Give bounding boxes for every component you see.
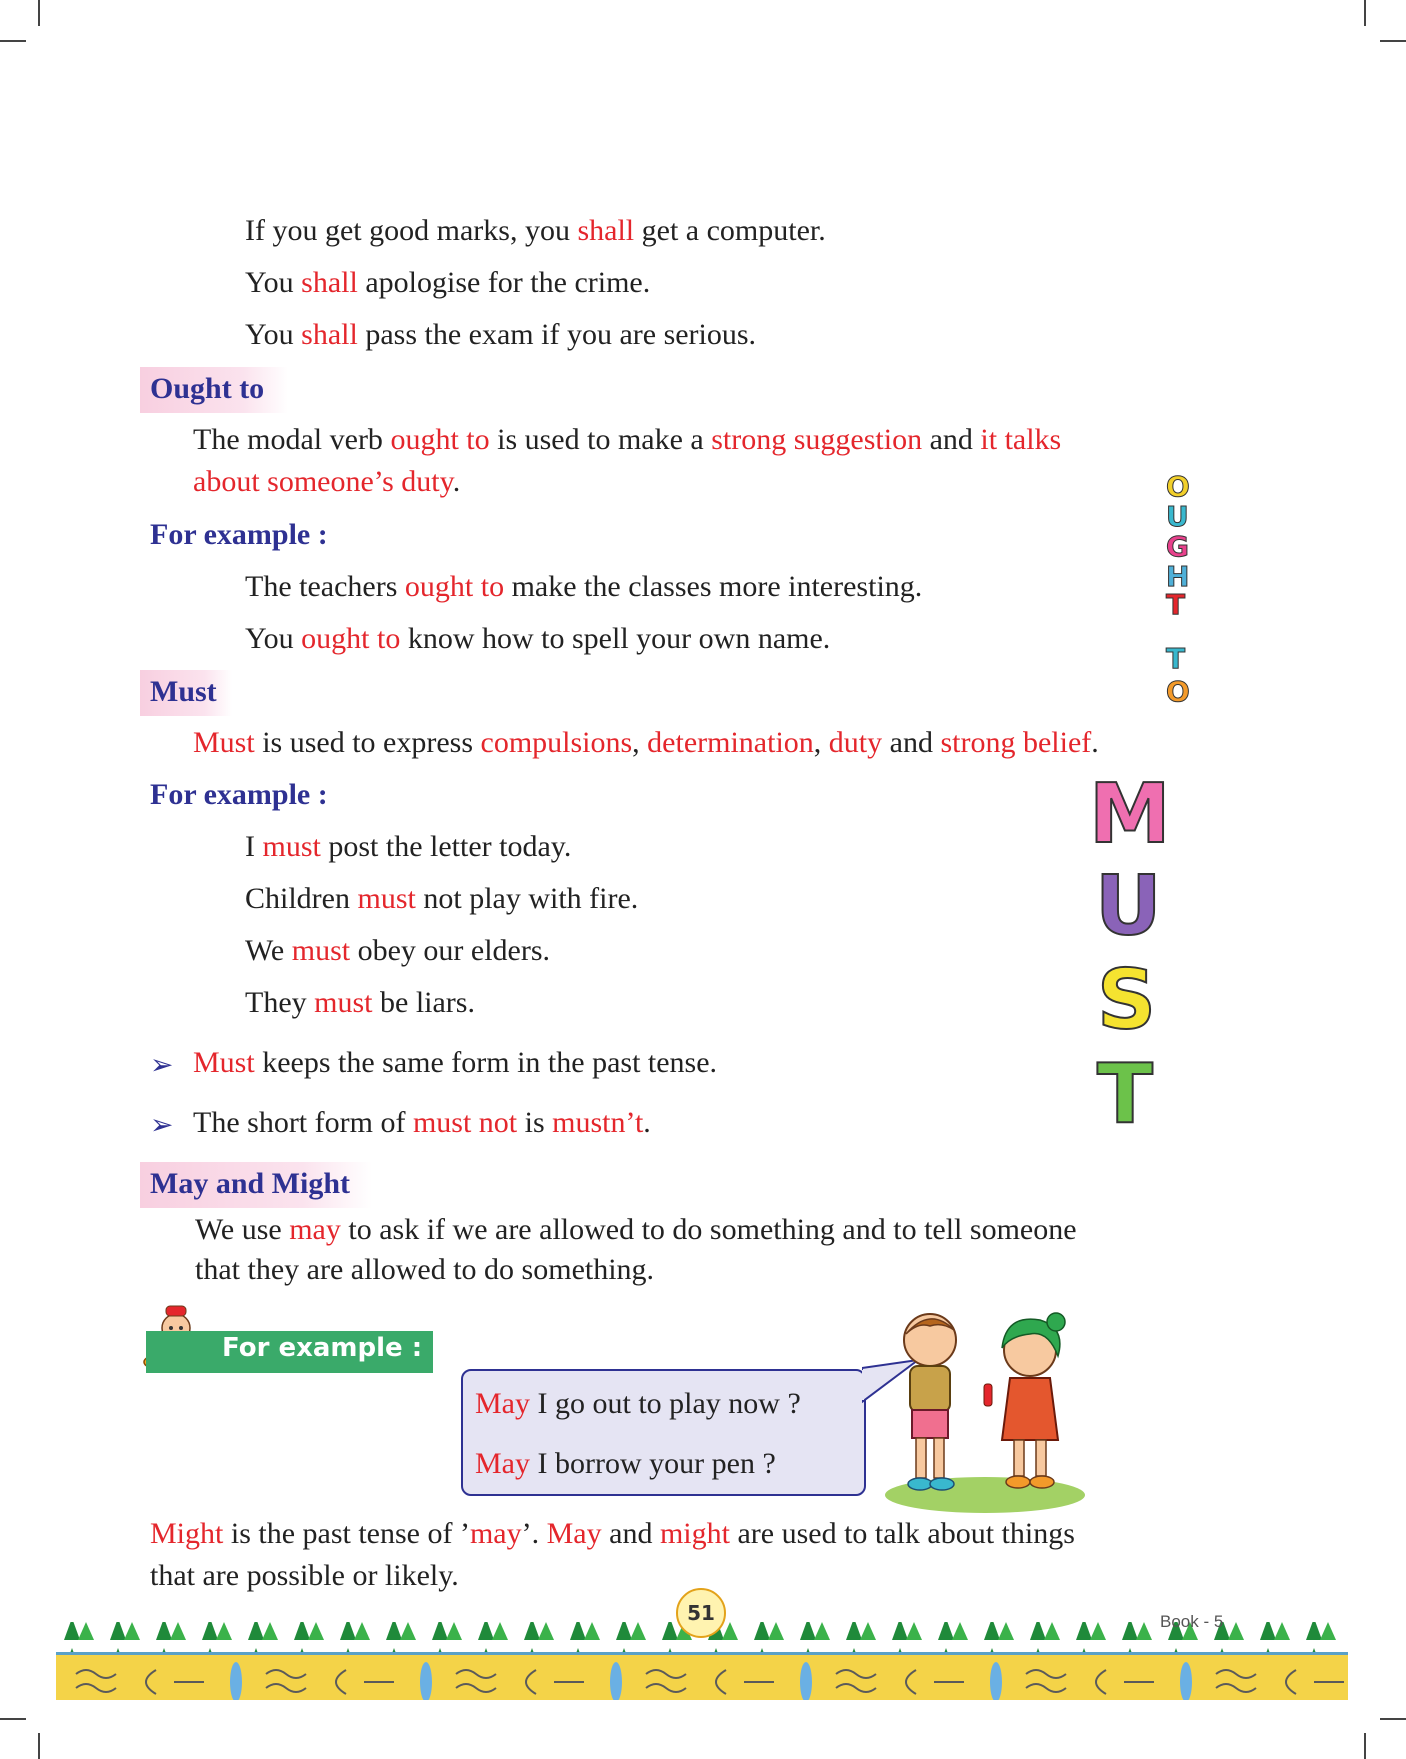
must-bullet: Must keeps the same form in the past tense.	[193, 1046, 718, 1079]
ought-letter: H	[1166, 560, 1190, 593]
page-number: 51	[676, 1588, 726, 1638]
must-letter: U	[1095, 859, 1162, 954]
must-bullet: The short form of must not is mustn’t.	[193, 1106, 651, 1139]
section-heading-must: Must	[150, 675, 217, 708]
crop-mark	[0, 1718, 26, 1720]
to-letter: T	[1166, 642, 1186, 675]
shall-example: You shall pass the exam if you are serious.	[245, 318, 757, 351]
section-heading-ought-to: Ought to	[150, 372, 265, 405]
speech-line: May I borrow your pen ?	[475, 1447, 776, 1480]
ought-to-description: The modal verb ought to is used to make a strong suggestion and it talks about someone’s duty.	[193, 423, 1062, 498]
must-example: I must post the letter today.	[245, 830, 572, 863]
section-heading-may-might: May and Might	[150, 1167, 351, 1200]
must-letter: T	[1097, 1047, 1153, 1142]
example-label: For example :	[150, 518, 328, 551]
shall-example: You shall apologise for the crime.	[245, 266, 651, 299]
must-letters	[1085, 767, 1185, 1160]
children-illustration	[880, 1300, 1090, 1520]
crop-mark	[1380, 1718, 1406, 1720]
may-description: We use may to ask if we are allowed to do something and to tell someone that they are allowed to do something.	[195, 1213, 1077, 1286]
crop-mark	[0, 40, 26, 42]
must-example: They must be liars.	[245, 986, 475, 1019]
ought-letter: O	[1166, 470, 1190, 503]
ought-letter: U	[1166, 500, 1189, 533]
shall-example: If you get good marks, you shall get a computer.	[245, 214, 826, 247]
arrow-bullet-icon: ➢	[150, 1050, 174, 1081]
must-example: Children must not play with fire.	[245, 882, 639, 915]
crop-mark	[1380, 40, 1406, 42]
ought-to-example: The teachers ought to make the classes more interesting.	[245, 570, 923, 603]
must-letter: S	[1097, 953, 1157, 1048]
might-description: Might is the past tense of ’may’. May and might are used to talk about things that are possible or likely.	[150, 1517, 1075, 1592]
must-example: We must obey our elders.	[245, 934, 551, 967]
speech-line: May I go out to play now ?	[475, 1387, 801, 1420]
must-letter: M	[1089, 767, 1171, 862]
must-description: Must is used to express compulsions, determination, duty and strong belief.	[193, 726, 1099, 759]
crop-mark	[1364, 1733, 1366, 1759]
example-label: For example :	[150, 778, 328, 811]
to-letter: O	[1166, 675, 1190, 708]
arrow-bullet-icon: ➢	[150, 1110, 174, 1141]
ought-letter: T	[1166, 588, 1186, 621]
crop-mark	[38, 1733, 40, 1759]
example-badge-label: For example :	[222, 1333, 423, 1363]
ought-letter: G	[1166, 530, 1189, 563]
crop-mark	[1364, 0, 1366, 26]
crop-mark	[38, 0, 40, 26]
book-label: Book - 5	[1160, 1612, 1224, 1631]
ought-to-example: You ought to know how to spell your own name.	[245, 622, 831, 655]
speech-bubble	[461, 1369, 866, 1496]
